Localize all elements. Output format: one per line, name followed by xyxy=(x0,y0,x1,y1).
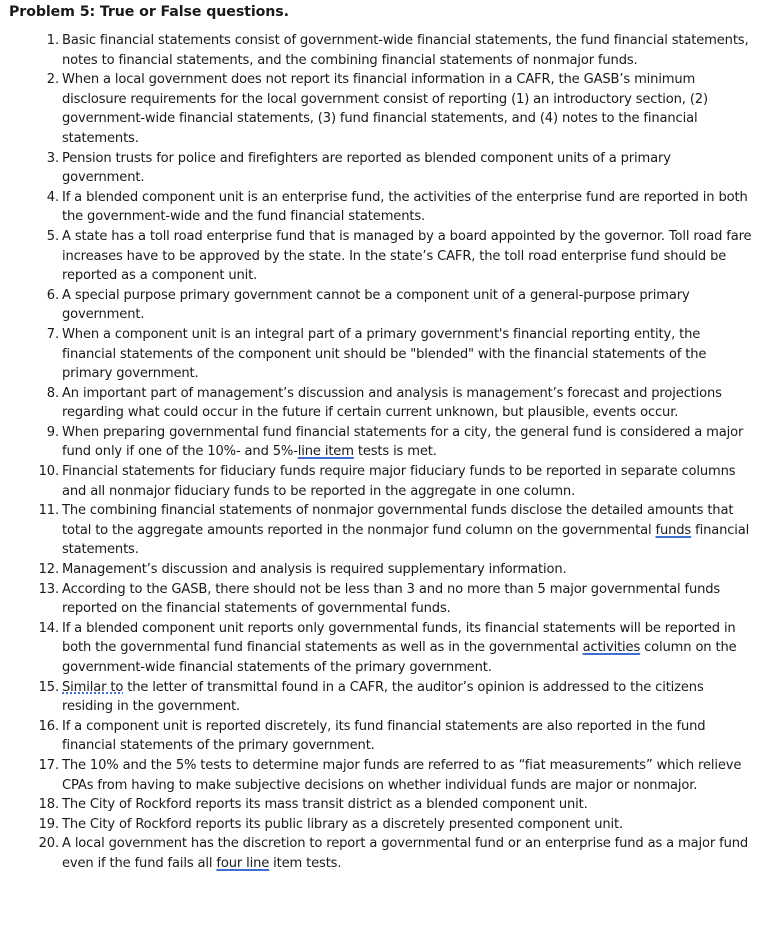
item-text: A special purpose primary government cannot be a component unit of a general-purpose primary government. xyxy=(62,287,690,323)
item-number: 16. xyxy=(38,718,59,734)
spelling-flag-underline: activities xyxy=(582,640,641,656)
item-number: 4. xyxy=(46,189,59,205)
list-item xyxy=(9,227,753,286)
grammar-flag-underline: Similar to xyxy=(62,679,124,695)
list-item xyxy=(9,501,753,560)
item-number: 3. xyxy=(46,150,59,166)
item-number: 7. xyxy=(46,326,59,342)
item-text-after: financial statements. xyxy=(62,522,750,558)
list-item xyxy=(9,815,753,835)
item-text-after: the letter of transmittal found in a CAFR, the auditor’s opinion is addressed to the citizens residing in the government. xyxy=(62,679,704,715)
item-text-after: tests is met. xyxy=(353,444,437,460)
item-text-before: When preparing governmental fund financial statements for a city, the general fund is considered a major fund only if one of the 10%- and 5%- xyxy=(62,424,744,460)
item-number: 19. xyxy=(38,816,59,832)
item-text-before: The combining financial statements of nonmajor governmental funds disclose the detailed amounts that total to the aggregate amounts reported in the nonmajor fund column on the governmental xyxy=(62,503,734,538)
list-item xyxy=(9,188,753,227)
item-text: According to the GASB, there should not be less than 3 and no more than 5 major governmental funds reported on the financial statements of governmental funds. xyxy=(62,581,721,617)
list-item xyxy=(9,834,753,873)
item-number: 9. xyxy=(46,424,59,440)
item-text: When a component unit is an integral part of a primary government's financial reporting entity, the financial statements of the component unit should be "blended" with the financial statements of the primary government. xyxy=(62,326,707,382)
list-item xyxy=(9,756,753,795)
spelling-flag-underline: four line xyxy=(216,855,270,871)
item-text: An important part of management’s discussion and analysis is management’s forecast and projections regarding what could occur in the future if certain current unknown, but plausible, events occur. xyxy=(62,385,722,421)
list-item xyxy=(9,462,753,501)
item-text-before: If a blended component unit reports only governmental funds, its financial statements will be reported in both the governmental fund financial statements as well as in the governmental xyxy=(62,620,736,656)
list-item xyxy=(9,384,753,423)
list-item xyxy=(9,325,753,384)
item-number: 18. xyxy=(38,797,59,813)
list-item xyxy=(9,795,753,815)
list-item xyxy=(9,678,753,717)
list-item xyxy=(9,70,753,148)
item-number: 11. xyxy=(38,503,59,519)
item-number: 2. xyxy=(46,72,59,88)
item-number: 5. xyxy=(46,228,59,244)
list-item xyxy=(9,286,753,325)
item-text: A state has a toll road enterprise fund that is managed by a board appointed by the governor. Toll road fare increases have to be approved by the state. In the state’s CAFR, the toll road enterprise fund should be reported as a component unit. xyxy=(62,228,752,284)
list-item xyxy=(9,619,753,678)
list-item xyxy=(9,580,753,619)
item-number: 1. xyxy=(46,33,59,48)
item-text: Basic financial statements consist of government-wide financial statements, the fund financial statements, notes to financial statements, and the combining financial statements of nonmajor funds. xyxy=(62,33,749,68)
item-text: Management’s discussion and analysis is required supplementary information. xyxy=(62,562,567,578)
item-text-after: column on the government-wide financial statements of the primary government. xyxy=(62,640,737,675)
item-text: Pension trusts for police and firefighters are reported as blended component units of a primary government. xyxy=(62,150,671,186)
item-text: If a component unit is reported discretely, its fund financial statements are also reported in the fund financial statements of the primary government. xyxy=(62,718,706,754)
item-text: The City of Rockford reports its mass transit district as a blended component unit. xyxy=(62,797,588,813)
item-number: 14. xyxy=(38,620,59,636)
list-item xyxy=(9,31,753,70)
list-item xyxy=(9,423,753,462)
item-text: If a blended component unit is an enterprise fund, the activities of the enterprise fund are reported in both the government-wide and the fund financial statements. xyxy=(62,189,748,225)
item-number: 15. xyxy=(38,679,59,695)
item-text: Financial statements for fiduciary funds require major fiduciary funds to be reported in separate columns and all nonmajor fiduciary funds to be reported in the aggregate in one column. xyxy=(62,464,736,499)
item-number: 6. xyxy=(46,287,59,303)
item-number: 10. xyxy=(38,464,59,480)
item-number: 17. xyxy=(38,757,59,773)
item-number: 20. xyxy=(38,836,59,852)
question-list xyxy=(9,31,753,874)
item-text: The 10% and the 5% tests to determine major funds are referred to as “fiat measurements” which relieve CPAs from having to make subjective decisions on whether individual funds are major or nonmajor. xyxy=(62,757,742,793)
item-number: 8. xyxy=(46,385,59,401)
spelling-flag-underline: line item xyxy=(297,444,354,460)
item-text-before: A local government has the discretion to report a governmental fund or an enterprise fund as a major fund even if the fund fails all xyxy=(62,836,749,871)
item-number: 12. xyxy=(38,562,59,578)
spelling-flag-underline: funds xyxy=(655,522,692,538)
item-number: 13. xyxy=(38,581,59,597)
list-item xyxy=(9,149,753,188)
list-item xyxy=(9,560,753,580)
item-text: The City of Rockford reports its public library as a discretely presented component unit. xyxy=(62,816,624,832)
list-item xyxy=(9,717,753,756)
item-text: When a local government does not report its financial information in a CAFR, the GASB’s minimum disclosure requirements for the local government consist of reporting (1) an introductory section, (2) government-wide financial statements, (3) fund financial statements, and (4) notes to the financial statements. xyxy=(62,72,708,146)
document-title: Problem 5: True or False questions. xyxy=(9,4,289,20)
item-text-after: item tests. xyxy=(269,855,342,871)
